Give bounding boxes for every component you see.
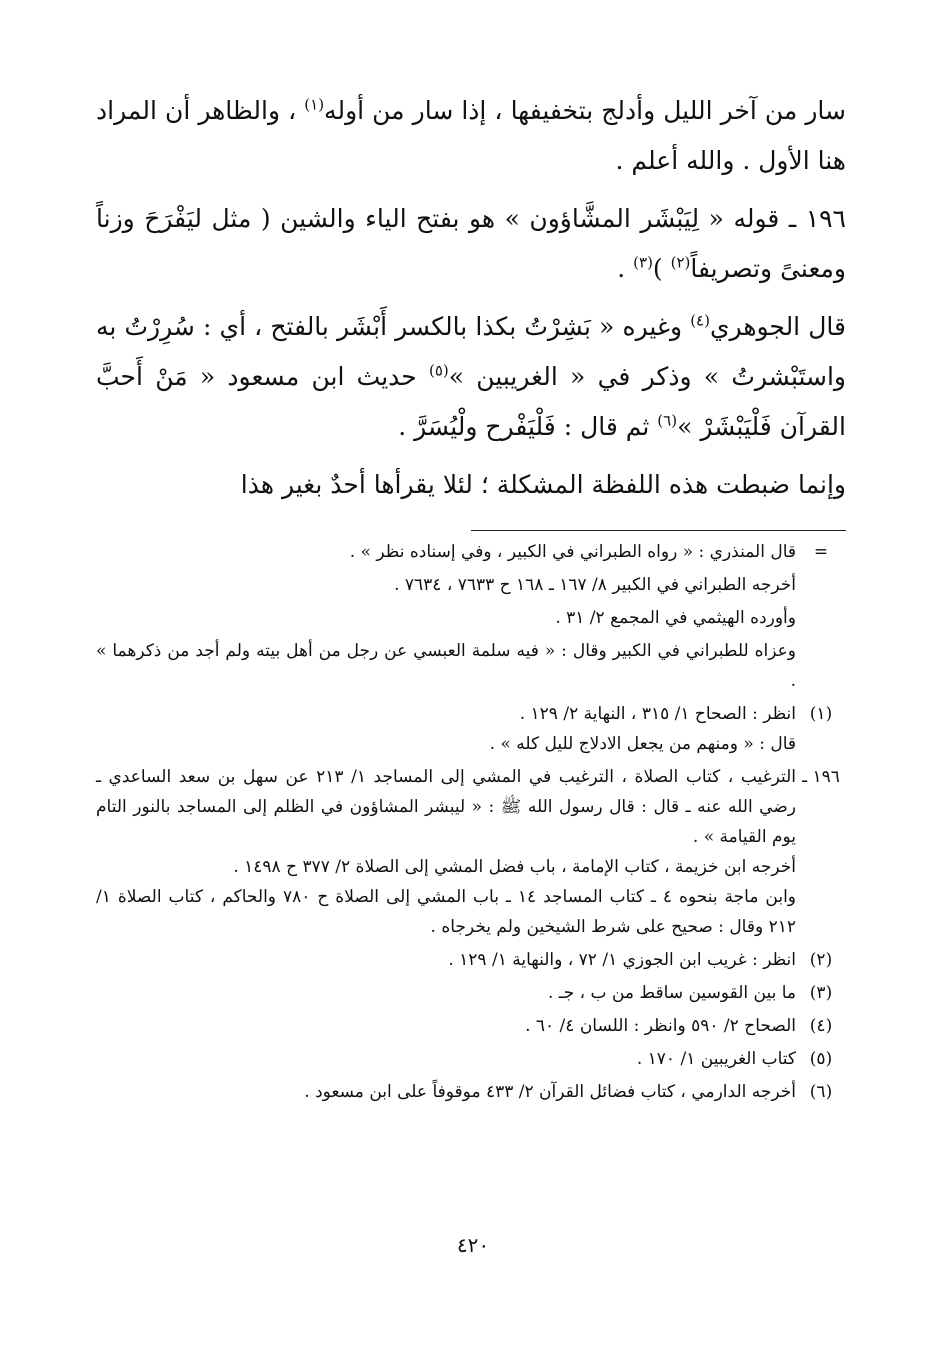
footnote-reference: (١) (304, 95, 325, 114)
footnote-line: قال : « ومنهم من يجعل الادلاج لليل كله » . (489, 734, 796, 754)
page (96, 86, 846, 1362)
footnote-text (96, 762, 796, 942)
footnote-reference: (٣) (633, 253, 653, 272)
footnote (96, 570, 846, 600)
footnote-line: وابن ماجة بنحوه ٤ ـ كتاب المساجد ١٤ ـ باب المشي إلى الصلاة ح ٧٨٠ والحاكم ، كتاب الصلاة ١/ ٢١٢ وقال : صحيح على شرط الشيخين ولم يخرجاه . (96, 887, 797, 937)
text-run: وإنما ضبطت هذه اللفظة المشكلة ؛ لئلا يقرأها أحدٌ بغير هذا (240, 470, 846, 499)
footnote-text (96, 636, 796, 696)
footnote-text (96, 570, 796, 600)
footnote-separator (471, 530, 846, 531)
footnote-number: (٣) (809, 983, 833, 1003)
footnote-reference: (٤) (690, 311, 710, 330)
footnote-reference: (٢) (670, 253, 691, 272)
text-run: ) (652, 254, 671, 283)
page-number: ٤٢٠ (456, 1233, 490, 1257)
footnote-text (96, 603, 796, 633)
text-run: ، والظاهر أن المراد هنا الأول . والله أعلم . (96, 96, 846, 175)
body-paragraph (96, 86, 846, 186)
footnotes (96, 537, 846, 1107)
main-text (96, 86, 846, 510)
footnote-line: الصحاح ٢/ ٥٩٠ وانظر : اللسان ٤/ ٦٠ . (525, 1016, 796, 1036)
body-paragraph (96, 460, 846, 510)
text-run: سار من آخر الليل وأدلج بتخفيفها ، إذا سار من أوله (324, 96, 846, 125)
footnote (96, 1011, 846, 1041)
footnote (96, 1077, 846, 1107)
footnote-number: (١) (809, 704, 833, 724)
footnote-line: وعزاه للطبراني في الكبير وقال : « فيه سلمة العبسي عن رجل من أهل بيته ولم أجد من ذكرهما » . (96, 641, 796, 691)
footnote-line: أخرجه ابن خزيمة ، كتاب الإمامة ، باب فضل المشي إلى الصلاة ٢/ ٣٧٧ ح ١٤٩٨ . (233, 857, 796, 877)
text-run: . (617, 254, 634, 283)
text-run: وغيره « بَشِرْتُ بكذا بالكسر أَبْشَر بالفتح ، أي : سُرِرْتُ به واستَبْشرتُ » وذكر في « الغريبين » (96, 312, 847, 391)
footnote (96, 699, 846, 759)
footnote (96, 537, 846, 567)
footnote-line: انظر : الصحاح ١/ ٣١٥ ، النهاية ٢/ ١٢٩ . (519, 704, 796, 724)
footnote (96, 1044, 846, 1074)
footnote (96, 978, 846, 1008)
footnote-line: أخرجه الدارمي ، كتاب فضائل القرآن ٢/ ٤٣٣ موقوفاً على ابن مسعود . (304, 1082, 796, 1102)
footnote-text (96, 1044, 796, 1074)
footnote-reference: (٦) (657, 411, 678, 430)
text-run: ١٩٦ ـ قوله « لِيَبْشَر المشَّاؤون » هو بفتح الياء والشين ( مثل ليَفْرَحَ وزناً ومعنىً وتصريفاً (96, 204, 846, 283)
footnote-number: (٤) (809, 1016, 833, 1036)
footnote (96, 603, 846, 633)
footnote-text (96, 1077, 796, 1107)
footnote (96, 636, 846, 696)
footnote-text (96, 978, 796, 1008)
footnote-number: (٥) (809, 1049, 833, 1069)
footnote-number: ١٩٦ ـ (802, 767, 840, 787)
footnote (96, 945, 846, 975)
footnote-reference: (٥) (428, 361, 449, 380)
text-run: ثم قال : فَلْيَفْرح ولْيُسَرَّ . (398, 412, 658, 441)
footnote-line: الترغيب ، كتاب الصلاة ، الترغيب في المشي إلى المساجد ١/ ٢١٣ عن سهل بن سعد الساعدي ـ رضي الله عنه ـ قال : قال رسول الله ﷺ : « ليبشر المشاؤون في الظلم إلى المساجد بالنور التام يوم القيامة » . (96, 767, 796, 847)
footnote-line: كتاب الغريبين ١/ ١٧٠ . (636, 1049, 796, 1069)
footnote-line: وأورده الهيثمي في المجمع ٢/ ٣١ . (555, 608, 796, 628)
footnote-text (96, 945, 796, 975)
footnote-text (96, 1011, 796, 1041)
footnote-line: قال المنذري : « رواه الطبراني في الكبير ، وفي إسناده نظر » . (349, 542, 796, 562)
footnote (96, 762, 846, 942)
footnote-line: انظر : غريب ابن الجوزي ١/ ٧٢ ، والنهاية ١/ ١٢٩ . (448, 950, 796, 970)
footnote-text (96, 699, 796, 759)
footnote-number: (٦) (809, 1082, 833, 1102)
body-paragraph (96, 302, 846, 452)
body-paragraph (96, 194, 846, 294)
footnote-number: = (813, 542, 829, 562)
footnote-line: ما بين القوسين ساقط من ب ، جـ . (547, 983, 796, 1003)
footnote-line: أخرجه الطبراني في الكبير ٨/ ١٦٧ ـ ١٦٨ ح ٧٦٣٣ ، ٧٦٣٤ . (394, 575, 796, 595)
text-run: حديث ابن مسعود « مَنْ أَحبَّ القرآن فَلْيَبْشَرْ » (96, 362, 846, 441)
footnote-text (96, 537, 796, 567)
text-run: قال الجوهري (709, 312, 846, 341)
footnote-number: (٢) (809, 950, 833, 970)
